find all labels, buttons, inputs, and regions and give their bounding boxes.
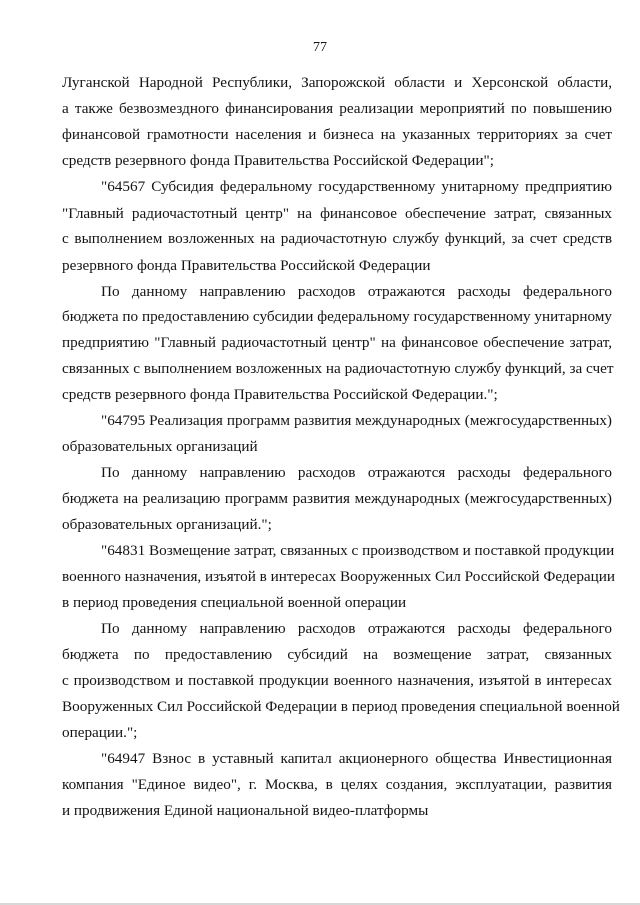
text-line: "Главный радиочастотный центр" на финансовое обеспечение затрат, связанных [62,205,612,222]
text-line: Луганской Народной Республики, Запорожской области и Херсонской области, [62,74,612,91]
text-line: образовательных организаций [62,438,258,455]
text-line: образовательных организаций."; [62,516,272,533]
text-line: По данному направлению расходов отражаются расходы федерального [101,464,612,481]
text-line: бюджета по предоставлению субсидии федеральному государственному унитарному [62,308,612,325]
text-line: с выполнением возложенных на радиочастотную службу функций, за счет средств [62,230,612,247]
text-line: "64795 Реализация программ развития международных (межгосударственных) [101,412,612,429]
text-line: в период проведения специальной военной операции [62,594,407,611]
text-line: бюджета по предоставлению субсидий на возмещение затрат, связанных [62,646,612,663]
text-line: операции."; [62,724,138,741]
text-line: компания "Единое видео", г. Москва, в целях создания, эксплуатации, развития [62,776,612,793]
text-line: По данному направлению расходов отражаются расходы федерального [101,620,612,637]
page-number: 77 [313,40,327,55]
text-line: "64567 Субсидия федеральному государственному унитарному предприятию [101,178,612,195]
text-line: средств резервного фонда Правительства Российской Федерации."; [62,386,498,403]
text-line: финансовой грамотности населения и бизнеса на указанных территориях за счет [62,126,612,143]
text-line: резервного фонда Правительства Российской Федерации [62,257,431,274]
text-line: военного назначения, изъятой в интересах Вооруженных Сил Российской Федерации [62,568,616,585]
text-line: По данному направлению расходов отражаются расходы федерального [101,283,612,300]
text-line: средств резервного фонда Правительства Российской Федерации"; [62,152,494,169]
text-line: с производством и поставкой продукции военного назначения, изъятой в интересах [62,672,612,689]
text-line: Вооруженных Сил Российской Федерации в период проведения специальной военной [62,698,620,715]
text-line: "64831 Возмещение затрат, связанных с производством и поставкой продукции [101,542,615,559]
text-line: бюджета на реализацию программ развития международных (межгосударственных) [62,490,612,507]
text-line: а также безвозмездного финансирования реализации мероприятий по повышению [62,100,612,117]
text-line: "64947 Взнос в уставный капитал акционерного общества Инвестиционная [101,750,612,767]
text-line: предприятию "Главный радиочастотный центр" на финансовое обеспечение затрат, [62,334,612,351]
text-line: связанных с выполнением возложенных на радиочастотную службу функций, за счет [62,360,614,377]
text-line: и продвижения Единой национальной видео-платформы [62,802,429,819]
